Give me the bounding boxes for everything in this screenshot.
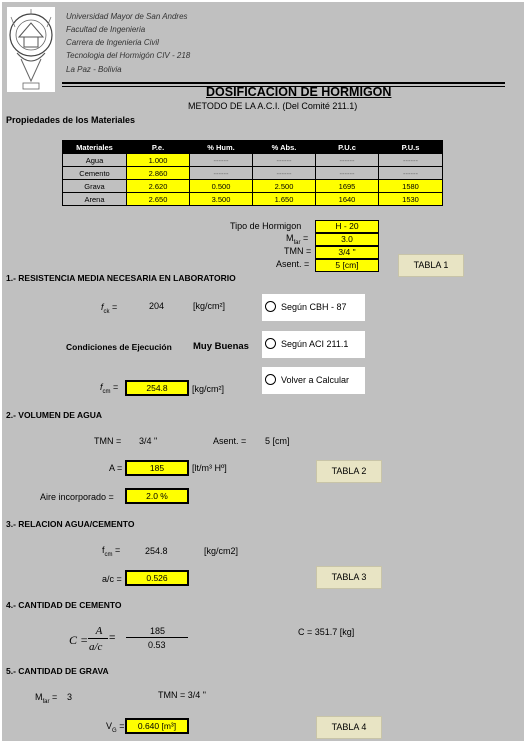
tabla-2-button[interactable]: TABLA 2 [316, 460, 382, 483]
table-cell: ------ [316, 154, 379, 167]
fcm-field[interactable]: 254.8 [125, 380, 189, 396]
mf-label: $M_{far}$ = [286, 233, 309, 246]
tmn-value: 3/4 " [139, 436, 158, 446]
radio-icon [265, 374, 276, 385]
section-1-heading: 1.- RESISTENCIA MEDIA NECESARIA EN LABORATORIO [6, 273, 236, 283]
tabla-3-button[interactable]: TABLA 3 [316, 566, 382, 589]
section-3-heading: 3.- RELACION AGUA/CEMENTO [6, 519, 135, 529]
tipo-hormigon-field[interactable]: H - 20 [315, 220, 379, 233]
table-cell[interactable]: 1.000 [127, 154, 190, 167]
vg-field[interactable]: 0.640 [m³] [125, 718, 189, 734]
fraction-line [126, 637, 188, 638]
tmn-label: TMN = [94, 436, 122, 446]
table-cell[interactable]: 1530 [379, 193, 443, 206]
column-header: % Abs. [253, 141, 316, 154]
university-seal-logo [7, 7, 55, 92]
aire-label: Aire incorporado = [40, 492, 114, 502]
table-cell[interactable]: 0.500 [190, 180, 253, 193]
agua-unit: [lt/m³ Hº] [192, 463, 227, 473]
radio-icon [265, 338, 276, 349]
fck-unit: [kg/cm²] [193, 301, 226, 311]
table-cell[interactable]: 1.650 [253, 193, 316, 206]
material-name: Agua [63, 154, 127, 167]
agua-label: A = [109, 463, 123, 473]
ac-field[interactable]: 0.526 [125, 570, 189, 586]
tmn-label: TMN = [284, 246, 312, 256]
condiciones-value: Muy Buenas [193, 341, 249, 352]
asent-field[interactable]: 5 [cm] [315, 259, 379, 272]
material-name: Grava [63, 180, 127, 193]
cemento-result: C = 351.7 [kg] [298, 627, 355, 637]
fck-label: $f_{ck}$ = [101, 302, 118, 315]
mf-value: 3 [67, 692, 73, 702]
formula-denominator: a/c [89, 641, 103, 653]
column-header: P.e. [127, 141, 190, 154]
formula-numerator: A [95, 625, 103, 637]
agua-field[interactable]: 185 [125, 460, 189, 476]
table-row [63, 167, 443, 180]
table-cell: ------ [379, 167, 443, 180]
header-line: Universidad Mayor de San Andres [66, 12, 188, 21]
table-row [63, 193, 443, 206]
fcm-label: $f_{cm}$ = [102, 545, 121, 558]
radio-icon [265, 301, 276, 312]
table-cell: ------ [253, 167, 316, 180]
fcm-unit: [kg/cm2] [204, 546, 239, 556]
table-cell[interactable]: 3.500 [190, 193, 253, 206]
formula-c: C = [69, 633, 89, 647]
header-line: Facultad de Ingenieria [66, 25, 146, 34]
fck-value: 204 [149, 301, 165, 311]
table-cell[interactable]: 2.500 [253, 180, 316, 193]
table-cell: ------ [316, 167, 379, 180]
table-cell[interactable]: 2.650 [127, 193, 190, 206]
header-line: Tecnologia del Hormigón CIV - 218 [66, 51, 191, 60]
page-title: DOSIFICACION DE HORMIGON [206, 85, 392, 99]
header-line: Carrera de Ingenieria Civil [66, 38, 159, 47]
table-cell[interactable]: 2.860 [127, 167, 190, 180]
tmn-field[interactable]: 3/4 " [315, 246, 379, 259]
ac-label: a/c = [102, 574, 122, 584]
column-header: % Hum. [190, 141, 253, 154]
materials-table [62, 140, 443, 206]
option-label: Según CBH - 87 [281, 302, 347, 312]
fraction-line [88, 638, 108, 639]
option-label: Volver a Calcular [281, 375, 350, 385]
mf-label: $M_{far}$ = [35, 692, 58, 705]
asent-label: Asent. = [213, 436, 247, 446]
tabla-1-button[interactable]: TABLA 1 [398, 254, 464, 277]
aire-field[interactable]: 2.0 % [125, 488, 189, 504]
material-name: Cemento [63, 167, 127, 180]
header-line: La Paz - Bolivia [66, 65, 122, 74]
column-header: P.U.s [379, 141, 443, 154]
section-4-heading: 4.- CANTIDAD DE CEMENTO [6, 600, 122, 610]
table-cell: ------ [253, 154, 316, 167]
condiciones-label: Condiciones de Ejecución [66, 342, 172, 352]
table-row [63, 154, 443, 167]
header-rule [62, 82, 505, 84]
denominator-value: 0.53 [148, 640, 166, 650]
numerator-value: 185 [150, 626, 166, 636]
tmn-text: TMN = 3/4 " [158, 690, 206, 700]
fcm-label: $f_{cm}$ = [100, 382, 119, 395]
tabla-4-button[interactable]: TABLA 4 [316, 716, 382, 739]
option-recalculate[interactable] [262, 367, 365, 394]
table-cell: ------ [190, 167, 253, 180]
section-2-heading: 2.- VOLUMEN DE AGUA [6, 410, 103, 420]
table-cell: ------ [379, 154, 443, 167]
table-row [63, 180, 443, 193]
mf-field[interactable]: 3.0 [315, 233, 379, 246]
table-cell[interactable]: 2.620 [127, 180, 190, 193]
section-5-heading: 5.- CANTIDAD DE GRAVA [6, 666, 109, 676]
column-header: Materiales [63, 141, 127, 154]
column-header: P.U.c [316, 141, 379, 154]
material-name: Arena [63, 193, 127, 206]
fcm-unit: [kg/cm²] [192, 384, 225, 394]
table-header-row [63, 141, 443, 154]
table-cell[interactable]: 1640 [316, 193, 379, 206]
asent-value: 5 [cm] [265, 436, 290, 446]
formula-eq: = [109, 632, 116, 644]
fcm-value: 254.8 [145, 546, 168, 556]
table-cell[interactable]: 1695 [316, 180, 379, 193]
option-aci-211[interactable] [262, 331, 365, 358]
table-cell[interactable]: 1580 [379, 180, 443, 193]
materials-heading: Propiedades de los Materiales [6, 115, 136, 125]
page-subtitle: METODO DE LA A.C.I. (Del Comité 211.1) [188, 101, 358, 111]
table-cell: ------ [190, 154, 253, 167]
option-label: Según ACI 211.1 [281, 339, 349, 349]
tipo-hormigon-label: Tipo de Hormigon [230, 221, 302, 231]
asent-label: Asent. = [276, 259, 310, 269]
option-cbh-87[interactable] [262, 294, 365, 321]
vg-label: $V_G$ = [106, 721, 125, 734]
